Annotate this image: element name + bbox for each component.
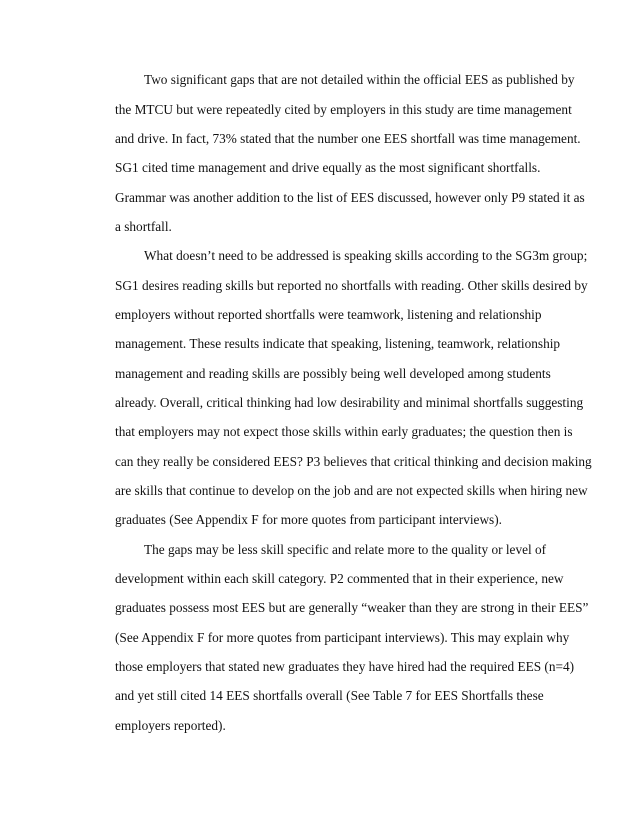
paragraph-3-line-4: (See Appendix F for more quotes from participant interviews). This may explain why	[115, 630, 570, 645]
paragraph-2-line-10: graduates (See Appendix F for more quotes from participant interviews).	[115, 512, 502, 527]
paragraph-2-line-3: employers without reported shortfalls were teamwork, listening and relationship	[115, 307, 542, 322]
paragraph-3-line-1: The gaps may be less skill specific and relate more to the quality or level of	[144, 542, 547, 557]
paragraph-2-line-4: management. These results indicate that speaking, listening, teamwork, relationship	[115, 336, 561, 351]
paragraph-2-line-2: SG1 desires reading skills but reported no shortfalls with reading. Other skills desired by	[115, 278, 588, 293]
paragraph-2-line-1: What doesn’t need to be addressed is speaking skills according to the SG3m group;	[144, 248, 588, 263]
paragraph-2-line-5: management and reading skills are possibly being well developed among students	[115, 366, 551, 381]
paragraph-1-line-6: a shortfall.	[115, 219, 172, 234]
paragraph-3-line-6: and yet still cited 14 EES shortfalls overall (See Table 7 for EES Shortfalls these	[115, 688, 544, 703]
paragraph-1-line-1: Two significant gaps that are not detailed within the official EES as published by	[144, 72, 575, 87]
paragraph-1-line-4: SG1 cited time management and drive equally as the most significant shortfalls.	[115, 160, 541, 175]
paragraph-3-line-7: employers reported).	[115, 718, 226, 733]
paragraph-1-line-2: the MTCU but were repeatedly cited by employers in this study are time management	[115, 102, 572, 117]
paragraph-3-line-2: development within each skill category. P2 commented that in their experience, new	[115, 571, 564, 586]
paragraph-2-line-7: that employers may not expect those skills within early graduates; the question then is	[115, 424, 573, 439]
paragraph-2-line-8: can they really be considered EES? P3 believes that critical thinking and decision making	[115, 454, 592, 469]
paragraph-3-line-3: graduates possess most EES but are generally “weaker than they are strong in their EES”	[115, 600, 589, 615]
paragraph-2-line-6: already. Overall, critical thinking had low desirability and minimal shortfalls suggesting	[115, 395, 584, 410]
paragraph-2-line-9: are skills that continue to develop on the job and are not expected skills when hiring new	[115, 483, 588, 498]
paragraph-3-line-5: those employers that stated new graduates they have hired had the required EES (n=4)	[115, 659, 575, 674]
paragraph-1-line-3: and drive. In fact, 73% stated that the number one EES shortfall was time management.	[115, 131, 581, 146]
paragraph-1-line-5: Grammar was another addition to the list of EES discussed, however only P9 stated it as	[115, 190, 585, 205]
